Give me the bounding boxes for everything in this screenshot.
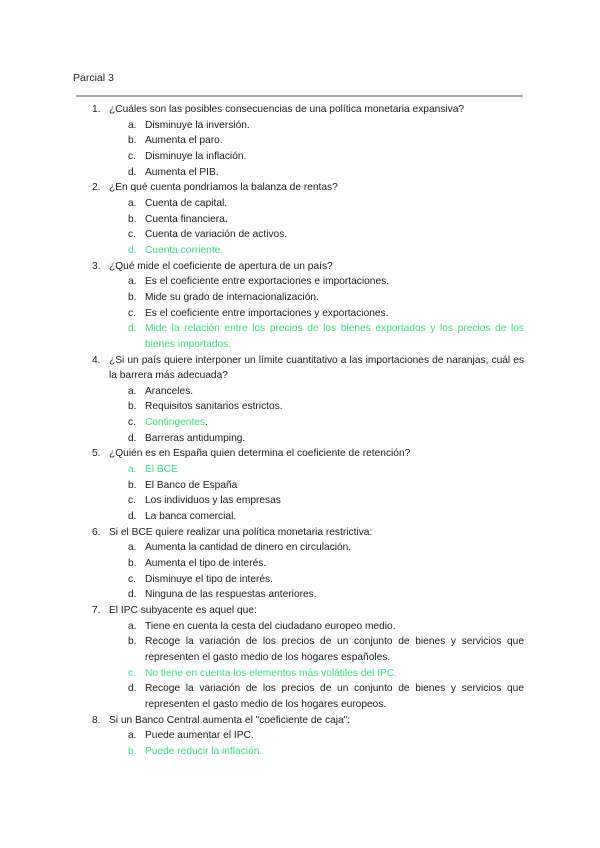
option-letter: b. xyxy=(128,213,137,225)
option-letter: b. xyxy=(128,558,137,570)
option-letter: d. xyxy=(128,589,137,601)
option-7c-correct xyxy=(0,666,600,682)
option-7d xyxy=(0,681,600,712)
option-4a xyxy=(0,384,600,400)
question-text: ¿Si un país quiere interponer un límite cuantitativo a las importaciones de naranjas, cuál es la barrera más adecuada? xyxy=(109,354,524,382)
option-text: La banca comercial. xyxy=(145,511,237,523)
option-text: Mide la relación entre los precios de los bienes exportados y los precios de los bienes importados. xyxy=(145,323,524,350)
question-text: Si un Banco Central aumenta el "coeficiente de caja": xyxy=(109,714,351,726)
option-text: Aranceles. xyxy=(145,385,194,397)
option-4b xyxy=(0,399,600,415)
option-letter: d. xyxy=(128,683,137,695)
question-6 xyxy=(0,525,600,541)
document-title: Parcial 3 xyxy=(73,72,114,84)
option-text: Requisitos sanitarios estrictos. xyxy=(145,401,283,413)
option-6c xyxy=(0,572,600,588)
option-text: Puede reducir la inflación. xyxy=(145,745,263,757)
question-2 xyxy=(0,180,600,196)
option-text: Es el coeficiente entre importaciones y exportaciones. xyxy=(145,307,389,319)
option-text: Disminuye la inversión. xyxy=(145,119,250,131)
option-text: Cuenta de variación de activos. xyxy=(145,229,288,241)
option-letter: d. xyxy=(128,244,137,256)
option-letter: c. xyxy=(128,229,136,241)
option-letter: d. xyxy=(128,166,137,178)
option-letter: c. xyxy=(128,495,136,507)
option-letter: d. xyxy=(128,511,137,523)
option-2a xyxy=(0,196,600,212)
question-number: 5. xyxy=(92,448,101,460)
option-letter: b. xyxy=(128,291,137,303)
option-1c xyxy=(0,149,600,165)
question-number: 8. xyxy=(92,714,101,726)
question-number: 6. xyxy=(92,526,101,538)
option-text: Cuenta corriente. xyxy=(145,244,224,256)
option-text: El Banco de España xyxy=(145,479,238,491)
option-5c xyxy=(0,493,600,509)
question-number: 3. xyxy=(92,260,101,272)
option-text: Disminuye el tipo de interés. xyxy=(145,573,273,585)
option-1a xyxy=(0,118,600,134)
option-text: Es el coeficiente entre exportaciones e importaciones. xyxy=(145,276,390,288)
option-3a xyxy=(0,274,600,290)
option-text: Mide su grado de internacionalización. xyxy=(145,291,319,303)
option-2c xyxy=(0,227,600,243)
option-text: Tiene en cuenta la cesta del ciudadano europeo medio. xyxy=(145,620,396,632)
option-4c-correct xyxy=(0,415,600,431)
option-text: Los individuos y las empresas xyxy=(145,495,281,507)
option-4d xyxy=(0,431,600,447)
option-1b xyxy=(0,133,600,149)
option-text: Contingentes xyxy=(145,417,206,429)
question-text: ¿Qué mide el coeficiente de apertura de un país? xyxy=(109,260,333,272)
option-text: No tiene en cuenta los elementos más volátiles del IPC. xyxy=(145,667,397,679)
question-text: ¿En qué cuenta pondríamos la balanza de rentas? xyxy=(109,182,338,194)
option-text: Cuenta de capital. xyxy=(145,197,228,209)
option-3b xyxy=(0,290,600,306)
option-letter: c. xyxy=(128,307,136,319)
option-5b xyxy=(0,478,600,494)
question-text: ¿Quién es en España quien determina el coeficiente de retención? xyxy=(109,448,411,460)
question-number: 7. xyxy=(92,605,101,616)
option-letter: a. xyxy=(128,197,137,209)
question-number: 2. xyxy=(92,182,101,194)
option-6d xyxy=(0,587,600,603)
question-text: ¿Cuáles son las posibles consecuencias de una política monetaria expansiva? xyxy=(109,104,465,115)
option-letter: a. xyxy=(128,276,137,288)
question-number: 1. xyxy=(92,104,101,115)
option-letter: c. xyxy=(128,573,136,585)
option-text: Cuenta financiera. xyxy=(145,213,228,225)
option-text: Recoge la variación de los precios de un conjunto de bienes y servicios que representen el gasto medio de los hogares europeos. xyxy=(145,683,524,710)
question-4 xyxy=(0,353,600,384)
option-2b xyxy=(0,212,600,228)
question-8 xyxy=(0,713,600,729)
option-letter: a. xyxy=(128,464,137,476)
option-text: Aumenta el paro. xyxy=(145,135,223,147)
option-letter: b. xyxy=(128,745,137,757)
option-letter: a. xyxy=(128,542,137,554)
question-1 xyxy=(0,102,600,118)
option-8a xyxy=(0,728,600,744)
option-text: Barreras antidumping. xyxy=(145,432,246,444)
option-letter: a. xyxy=(128,730,137,742)
question-7 xyxy=(0,603,600,619)
option-text: Recoge la variación de los precios de un conjunto de bienes y servicios que representen el gasto medio de los hogares españoles. xyxy=(145,636,524,663)
option-letter: c. xyxy=(128,667,136,679)
question-3 xyxy=(0,259,600,275)
option-letter: a. xyxy=(128,620,137,632)
option-text: Puede aumentar el IPC. xyxy=(145,730,254,742)
option-6a xyxy=(0,540,600,556)
option-letter: d. xyxy=(128,323,137,335)
option-letter: b. xyxy=(128,401,137,413)
option-text: Disminuye la inflación. xyxy=(145,150,247,162)
option-7b xyxy=(0,634,600,665)
option-1d xyxy=(0,165,600,181)
option-suffix: . xyxy=(205,417,208,429)
option-text: Aumenta el tipo de interés. xyxy=(145,558,267,570)
option-letter: d. xyxy=(128,432,137,444)
option-text: El BCE xyxy=(145,464,178,476)
question-list xyxy=(0,102,600,760)
option-5a-correct xyxy=(0,462,600,478)
option-6b xyxy=(0,556,600,572)
option-text: Aumenta el PIB. xyxy=(145,166,219,178)
option-3d-correct xyxy=(0,321,600,352)
question-5 xyxy=(0,446,600,462)
option-letter: c. xyxy=(128,150,136,162)
option-letter: a. xyxy=(128,385,137,397)
question-number: 4. xyxy=(92,354,101,366)
option-letter: b. xyxy=(128,135,137,147)
option-letter: b. xyxy=(128,636,137,648)
question-text: El IPC subyacente es aquel que: xyxy=(109,605,257,616)
option-7a xyxy=(0,619,600,635)
option-3c xyxy=(0,306,600,322)
header-divider xyxy=(76,95,523,97)
option-text: Aumenta la cantidad de dinero en circulación. xyxy=(145,542,352,554)
option-5d xyxy=(0,509,600,525)
option-letter: a. xyxy=(128,119,137,131)
option-letter: b. xyxy=(128,479,137,491)
option-letter: c. xyxy=(128,417,136,429)
question-text: Si el BCE quiere realizar una política monetaria restrictiva: xyxy=(109,526,373,538)
option-2d-correct xyxy=(0,243,600,259)
option-8b-correct xyxy=(0,744,600,760)
option-text: Ninguna de las respuestas anteriores. xyxy=(145,589,317,601)
